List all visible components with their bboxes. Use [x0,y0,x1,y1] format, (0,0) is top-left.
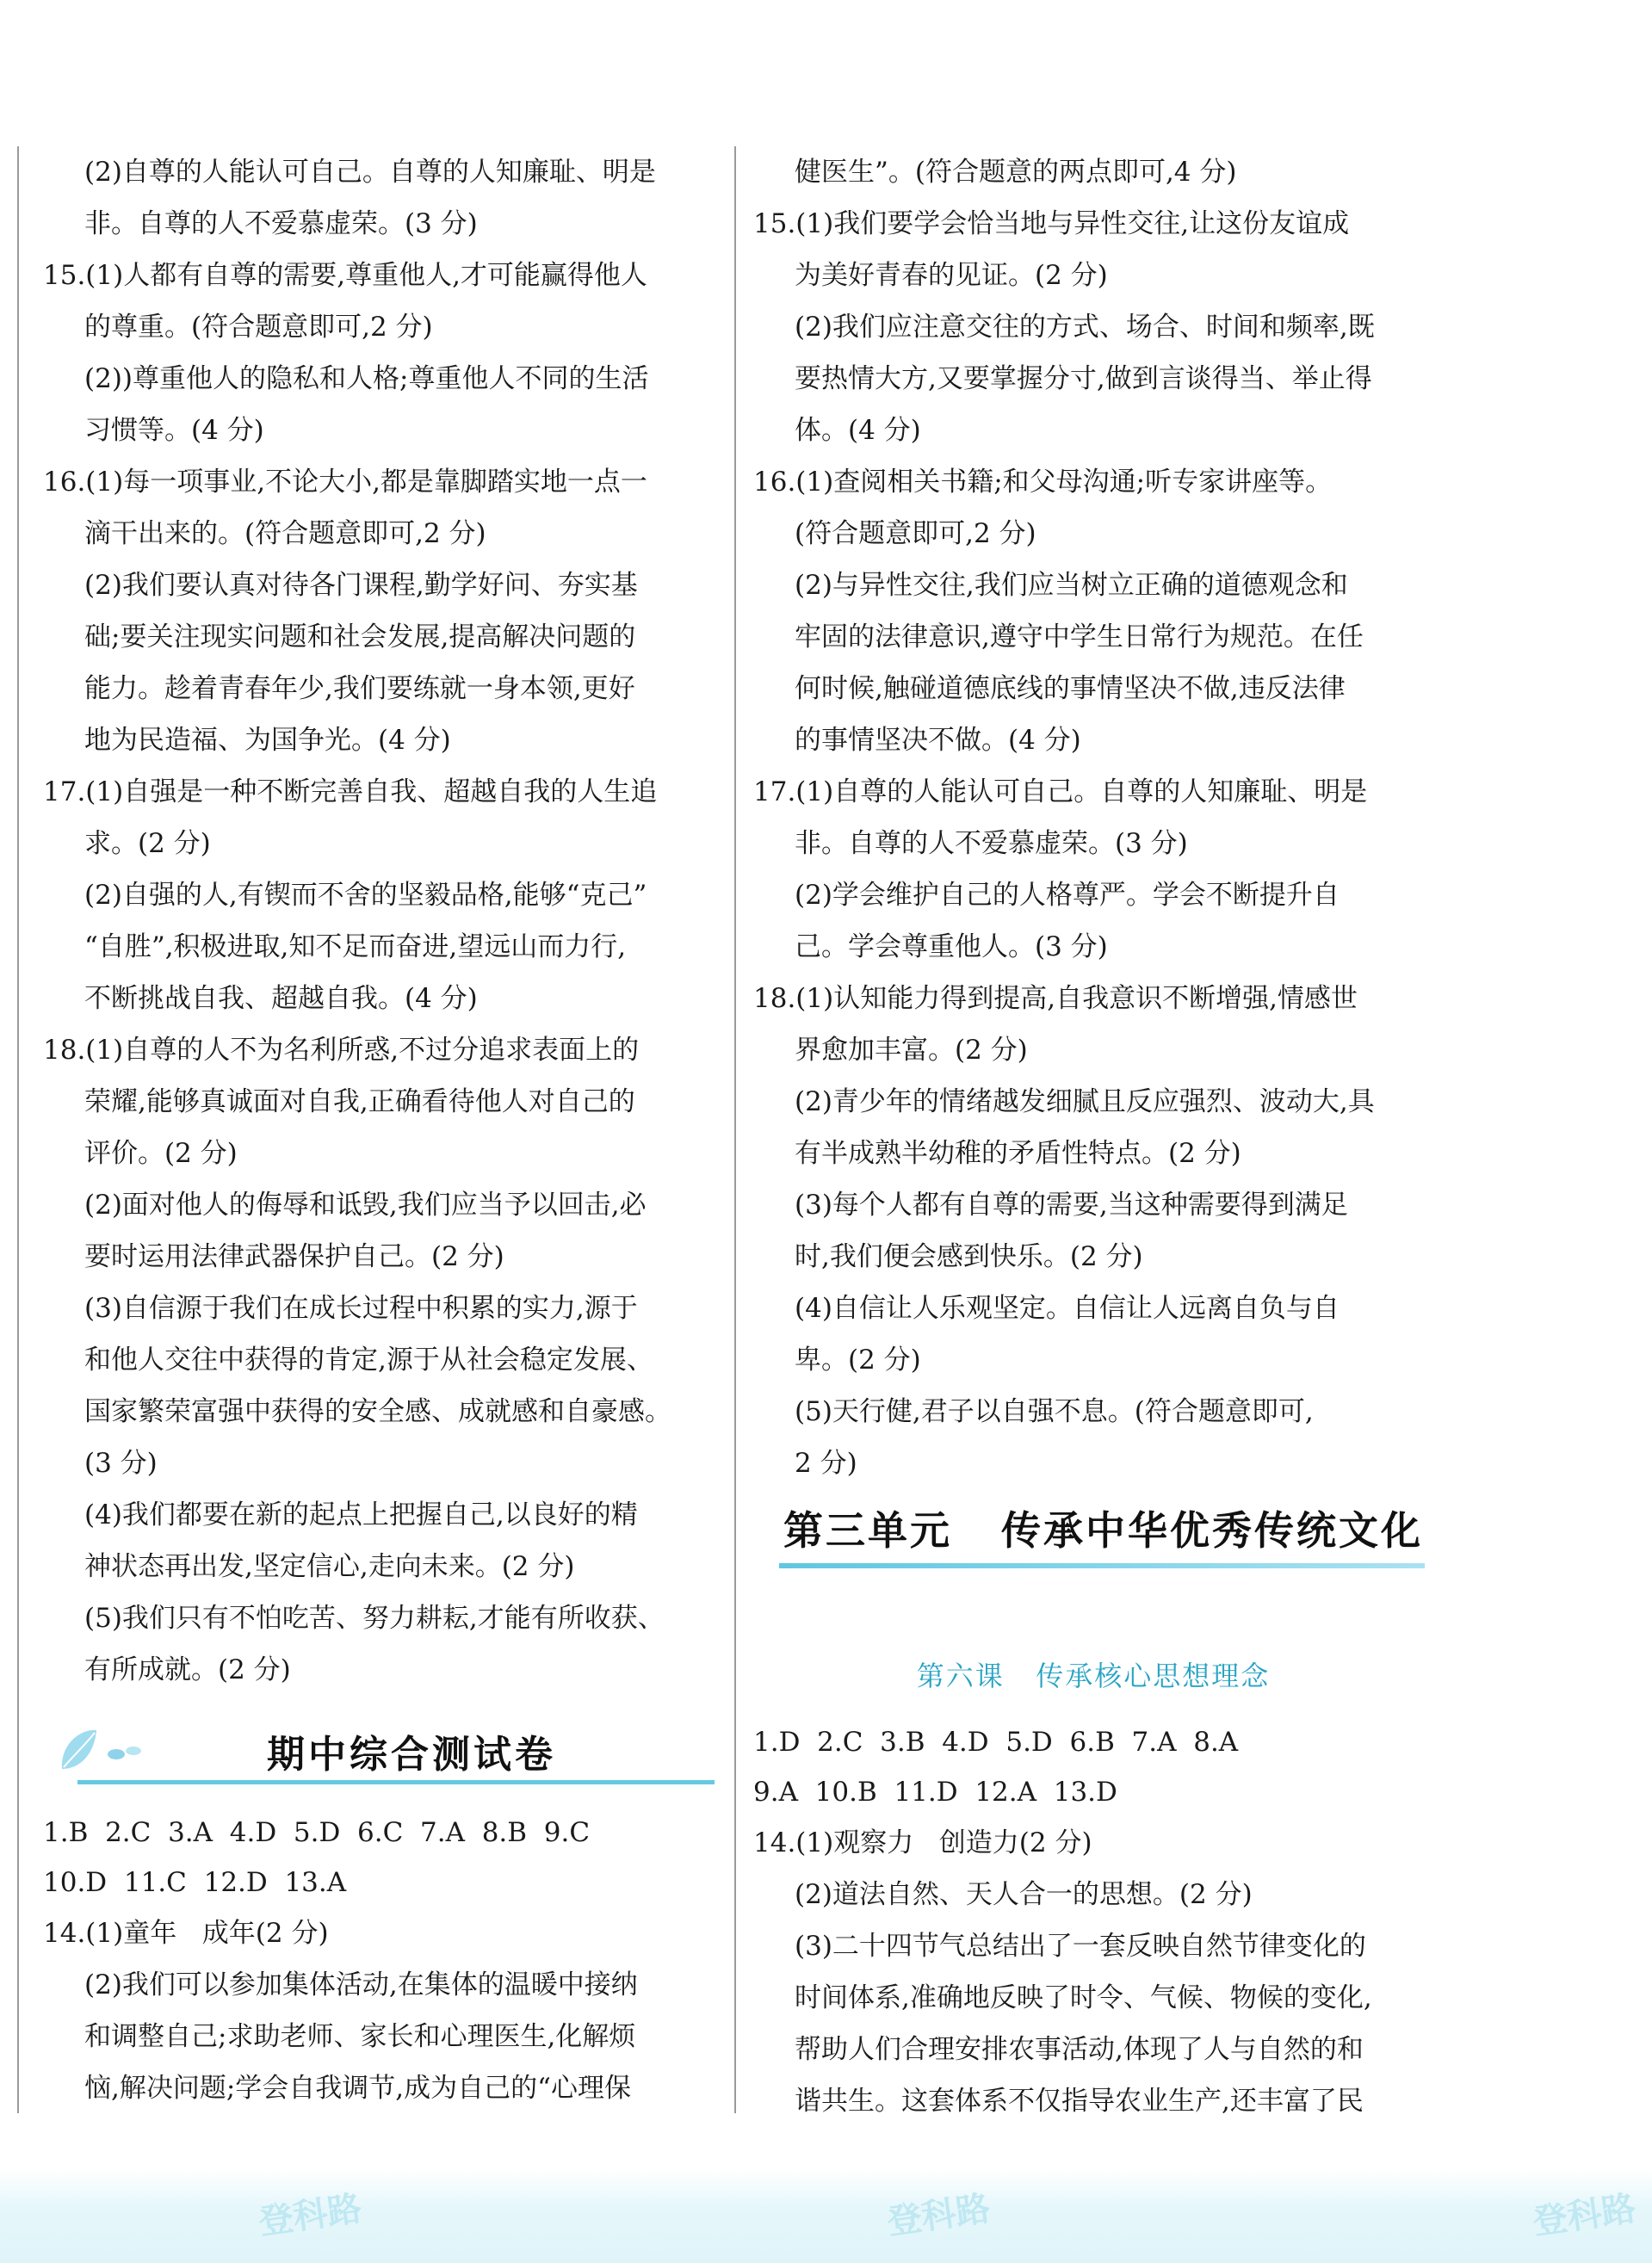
answer-line: 求。(2 分) [84,828,211,859]
answer-line: 的尊重。(符合题意即可,2 分) [84,312,433,343]
lesson-choice-answers-1: 1.D 2.C 3.B 4.D 5.D 6.B 7.A 8.A [753,1727,1239,1758]
answer-line: 和他人交往中获得的肯定,源于从社会稳定发展、 [84,1345,653,1376]
answer-line: 牢固的法律意识,遵守中学生日常行为规范。在任 [795,621,1364,652]
answer-line: 评价。(2 分) [84,1138,238,1169]
answer-line: 荣耀,能够真诚面对自我,正确看待他人对自己的 [84,1086,635,1117]
answer-line: (2)我们要认真对待各门课程,勤学好问、夯实基 [84,570,638,601]
answer-line: 时,我们便会感到快乐。(2 分) [795,1241,1143,1272]
answer-line: 不断挑战自我、超越自我。(4 分) [84,983,478,1014]
answer-line: (4)自信让人乐观坚定。自信让人远离自负与自 [795,1293,1340,1324]
answer-line: 为美好青春的见证。(2 分) [795,260,1108,291]
answer-line: 14.(1)童年 成年(2 分) [43,1918,329,1949]
answer-line: (5)我们只有不怕吃苦、努力耕耘,才能有所收获、 [84,1603,665,1634]
answer-line: 有所成就。(2 分) [84,1654,291,1685]
answer-line: (3)二十四节气总结出了一套反映自然节律变化的 [795,1931,1366,1962]
answer-line: 有半成熟半幼稚的矛盾性特点。(2 分) [795,1138,1241,1169]
answer-line: (5)天行健,君子以自强不息。(符合题意即可, [795,1396,1314,1427]
answer-line: 何时候,触碰道德底线的事情坚决不做,违反法律 [795,673,1346,704]
answer-line: (2)学会维护自己的人格尊严。学会不断提升自 [795,880,1340,911]
answer-line: (2)自强的人,有锲而不舍的坚毅品格,能够“克己” [84,880,647,911]
answer-line: (3)每个人都有自尊的需要,当这种需要得到满足 [795,1190,1348,1221]
answer-line: 础;要关注现实问题和社会发展,提高解决问题的 [84,621,636,652]
answer-line: (符合题意即可,2 分) [795,518,1036,549]
unit-underline [779,1563,1425,1568]
answer-line: (2)自尊的人能认可自己。自尊的人知廉耻、明是 [84,157,656,188]
answer-line: 15.(1)我们要学会恰当地与异性交往,让这份友谊成 [753,208,1350,239]
answer-line: 恼,解决问题;学会自我调节,成为自己的“心理保 [84,2073,631,2104]
answer-line: 谐共生。这套体系不仅指导农业生产,还丰富了民 [795,2086,1364,2117]
answer-line: (2)与异性交往,我们应当树立正确的道德观念和 [795,570,1348,601]
left-answer-block [43,146,715,1696]
answer-line: 非。自尊的人不爱慕虚荣。(3 分) [795,828,1188,859]
answer-line: (2)我们应注意交往的方式、场合、时间和频率,既 [795,312,1375,343]
right-answer-block [753,146,1433,1489]
answer-line: 卑。(2 分) [795,1345,921,1376]
answer-line: 国家繁荣富强中获得的安全感、成就感和自豪感。 [84,1396,671,1427]
footer-watermark: 登科路 [1530,2188,1639,2243]
answer-line: 地为民造福、为国争光。(4 分) [84,725,451,756]
answer-line: (3 分) [84,1448,158,1479]
answer-line: (4)我们都要在新的起点上把握自己,以良好的精 [84,1499,638,1530]
answer-line: 体。(4 分) [795,415,921,446]
answer-line: 能力。趁着青春年少,我们要练就一身本领,更好 [84,673,635,704]
answer-line: 滴干出来的。(符合题意即可,2 分) [84,518,486,549]
answer-line: 2 分) [795,1448,857,1479]
midterm-answer-block [43,1907,715,2114]
answer-line: 帮助人们合理安排农事活动,体现了人与自然的和 [795,2034,1364,2065]
answer-line: 16.(1)每一项事业,不论大小,都是靠脚踏实地一点一 [43,467,647,498]
answer-line: 14.(1)观察力 创造力(2 分) [753,1827,1092,1858]
right-column [753,146,1433,2127]
answer-line: 18.(1)自尊的人不为名利所惑,不过分追求表面上的 [43,1035,640,1066]
answer-line: 非。自尊的人不爱慕虚荣。(3 分) [84,208,478,239]
midterm-underline [77,1780,715,1784]
midterm-title: 期中综合测试卷 [267,1733,556,1777]
midterm-choice-answers-2: 10.D 11.C 12.D 13.A [43,1867,347,1898]
leaf-icon [52,1722,155,1782]
answer-line: 和调整自己;求助老师、家长和心理医生,化解烦 [84,2021,636,2052]
answer-line: 神状态再出发,坚定信心,走向未来。(2 分) [84,1551,575,1582]
answer-line: 18.(1)认知能力得到提高,自我意识不断增强,情感世 [753,983,1358,1014]
lesson-answer-block [753,1817,1433,2127]
answer-line: 界愈加丰富。(2 分) [795,1035,1028,1066]
answer-line: 要热情大方,又要掌握分寸,做到言谈得当、举止得 [795,363,1372,394]
unit-title: 第三单元 传承中华优秀传统文化 [783,1507,1424,1554]
footer-watermark: 登科路 [256,2188,365,2243]
midterm-choice-answers-1: 1.B 2.C 3.A 4.D 5.D 6.C 7.A 8.B 9.C [43,1817,591,1848]
answer-line: (2)青少年的情绪越发细腻且反应强烈、波动大,具 [795,1086,1375,1117]
answer-line: 健医生”。(符合题意的两点即可,4 分) [795,157,1237,188]
column-divider [734,146,736,2113]
page-footer [0,2169,1652,2263]
answer-line: 要时运用法律武器保护自己。(2 分) [84,1241,504,1272]
answer-line: (2)面对他人的侮辱和诋毁,我们应当予以回击,必 [84,1190,647,1221]
answer-line: (2)道法自然、天人合一的思想。(2 分) [795,1879,1253,1910]
answer-line: 17.(1)自尊的人能认可自己。自尊的人知廉耻、明是 [753,776,1368,807]
lesson-choice-answers-2: 9.A 10.B 11.D 12.A 13.D [753,1777,1117,1808]
answer-line: 时间体系,准确地反映了时令、气候、物候的变化, [795,1982,1372,2013]
answer-line: (2)我们可以参加集体活动,在集体的温暖中接纳 [84,1969,638,2000]
footer-watermark: 登科路 [884,2188,993,2243]
answer-line: 15.(1)人都有自尊的需要,尊重他人,才可能赢得他人 [43,260,647,291]
answer-line: 的事情坚决不做。(4 分) [795,725,1081,756]
answer-line: 己。学会尊重他人。(3 分) [795,931,1108,962]
left-column [43,146,715,2114]
answer-line: “自胜”,积极进取,知不足而奋进,望远山而力行, [84,931,627,962]
left-margin-rule [17,146,19,2113]
answer-line: 习惯等。(4 分) [84,415,264,446]
unit-section-header [753,1489,1433,1635]
lesson-title: 第六课 传承核心思想理念 [916,1660,1271,1692]
answer-line: 16.(1)查阅相关书籍;和父母沟通;听专家讲座等。 [753,467,1333,498]
answer-line: 17.(1)自强是一种不断完善自我、超越自我的人生追 [43,776,658,807]
midterm-section-header [43,1704,715,1808]
answer-line: (2))尊重他人的隐私和人格;尊重他人不同的生活 [84,363,649,394]
answer-line: (3)自信源于我们在成长过程中积累的实力,源于 [84,1293,638,1324]
